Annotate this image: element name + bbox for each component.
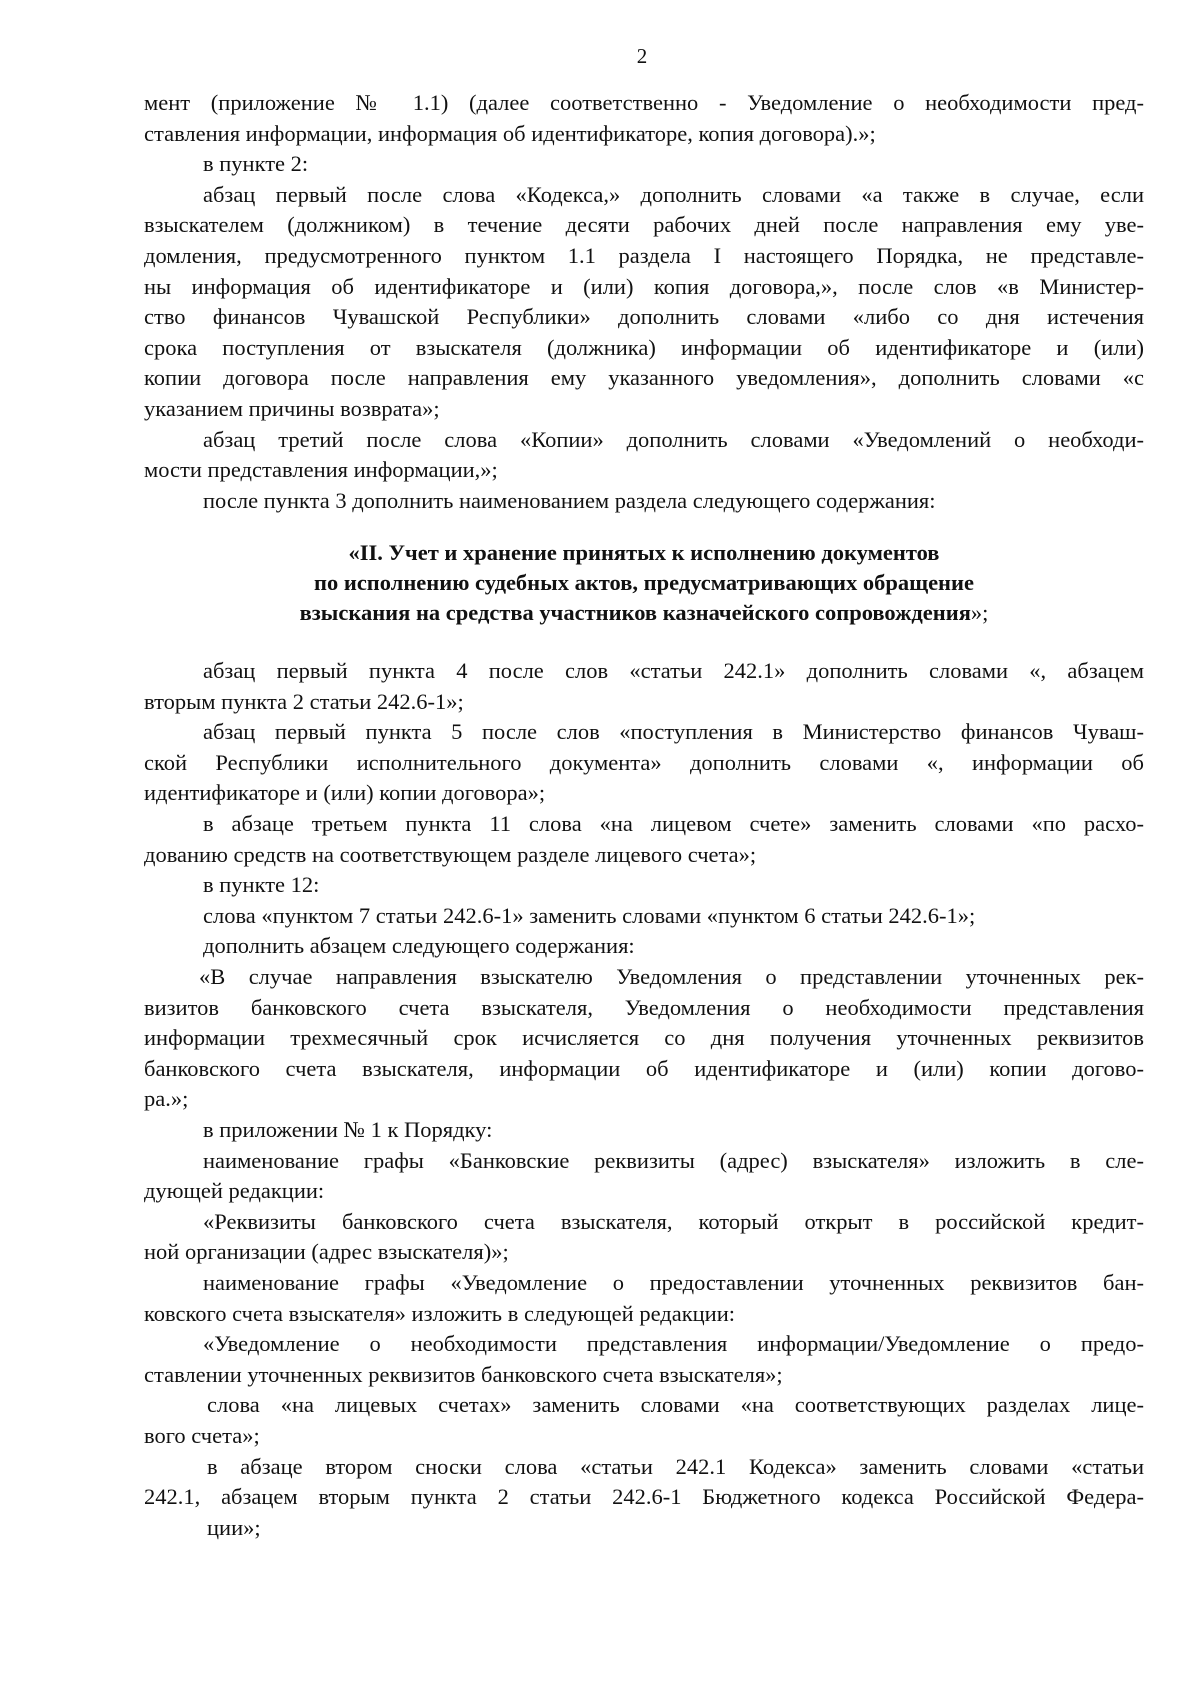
page-number: 2 [636,44,648,68]
text-line: «В случае направления взыскателю Уведомления о представлении уточненных рек- [199,964,1144,990]
text-line: в пункте 12: [203,872,320,898]
text-line: наименование графы «Уведомление о предоставлении уточненных реквизитов бан- [203,1269,1144,1295]
section-heading-line: по исполнению судебных актов, предусматривающих обращение [314,569,974,595]
text-line: «Уведомление о необходимости представления информации/Уведомление о предо- [203,1331,1144,1357]
text-line: ставления информации, информация об идентификаторе, копия договора).»; [144,120,876,146]
text-line: банковского счета взыскателя, информации об идентификаторе и (или) копии догово- [144,1055,1144,1081]
text-line: ской Республики исполнительного документа» дополнить словами «, информации об [144,749,1144,775]
text-line: наименование графы «Банковские реквизиты (адрес) взыскателя» изложить в сле- [203,1147,1144,1173]
text-line: дованию средств на соответствующем разделе лицевого счета»; [144,841,757,867]
text-line: идентификаторе и (или) копии договора»; [144,780,546,806]
text-line: «Реквизиты банковского счета взыскателя, который открыт в российской кредит- [203,1208,1144,1234]
text-line: вторым пункта 2 статьи 242.6-1»; [144,688,464,714]
section-heading-text: взыскания на средства участников казначейского сопровождения [299,599,971,625]
text-line: в приложении № 1 к Порядку: [203,1117,493,1142]
text-line: после пункта 3 дополнить наименованием раздела следующего содержания: [203,487,936,513]
spacer [144,516,1144,538]
text-line: информации трехмесячный срок исчисляется со дня получения уточненных реквизитов [144,1025,1144,1051]
section-heading-line [144,598,1144,628]
text-line: абзац первый после слова «Кодекса,» дополнить словами «а также в случае, если [203,181,1144,207]
text-line: дополнить абзацем следующего содержания: [203,933,635,959]
text-line: копии договора после направления ему указанного уведомления», дополнить словами «с [144,365,1144,391]
text-line: визитов банковского счета взыскателя, Уведомления о необходимости представления [144,994,1144,1020]
text-line: слова «на лицевых счетах» заменить словами «на соответствующих разделах лице- [207,1392,1144,1418]
text-line: ны информация об идентификаторе и (или) копия договора,», после слов «в Министер- [144,273,1144,299]
text-line: ной организации (адрес взыскателя)»; [144,1239,509,1265]
document-body [144,88,1144,1543]
text-line: в пункте 2: [203,151,309,177]
text-line: абзац первый пункта 4 после слов «статьи 242.1» дополнить словами «, абзацем [203,658,1144,684]
text-line: указанием причины возврата»; [144,395,440,421]
text-line: ции»; [207,1514,261,1540]
section-heading-suffix: »; [970,599,989,625]
text-line: ра.»; [144,1086,189,1112]
text-line: ставлении уточненных реквизитов банковского счета взыскателя»; [144,1361,783,1387]
section-heading-line: «II. Учет и хранение принятых к исполнению документов [348,540,940,566]
section-heading [144,538,1144,627]
text-line: абзац третий после слова «Копии» дополнить словами «Уведомлений о необходи- [203,426,1144,452]
spacer [144,627,1144,656]
text-line: мент (приложение № 1.1) (далее соответственно - Уведомление о необходимости пред- [144,90,1144,115]
text-line: в абзаце третьем пункта 11 слова «на лицевом счете» заменить словами «по расхо- [203,811,1144,837]
text-line: в абзаце втором сноски слова «статьи 242.1 Кодекса» заменить словами «статьи [207,1453,1144,1479]
text-line: домления, предусмотренного пунктом 1.1 раздела I настоящего Порядка, не представле- [144,242,1144,268]
text-line: вого счета»; [144,1422,260,1448]
text-line: взыскателем (должником) в течение десяти рабочих дней после направления ему уве- [144,212,1144,238]
text-line: ство финансов Чувашской Республики» дополнить словами «либо со дня истечения [144,304,1144,330]
text-line: слова «пунктом 7 статьи 242.6-1» заменить словами «пунктом 6 статьи 242.6-1»; [203,902,976,928]
text-line: ковского счета взыскателя» изложить в следующей редакции: [144,1300,736,1326]
text-line: 242.1, абзацем вторым пункта 2 статьи 242.6-1 Бюджетного кодекса Российской Федера- [144,1484,1144,1510]
text-line: абзац первый пункта 5 после слов «поступления в Министерство финансов Чуваш- [203,719,1144,745]
text-line: дующей редакции: [144,1178,325,1204]
text-line: мости представления информации,»; [144,457,498,483]
text-line: срока поступления от взыскателя (должника) информации об идентификаторе и (или) [144,334,1144,360]
